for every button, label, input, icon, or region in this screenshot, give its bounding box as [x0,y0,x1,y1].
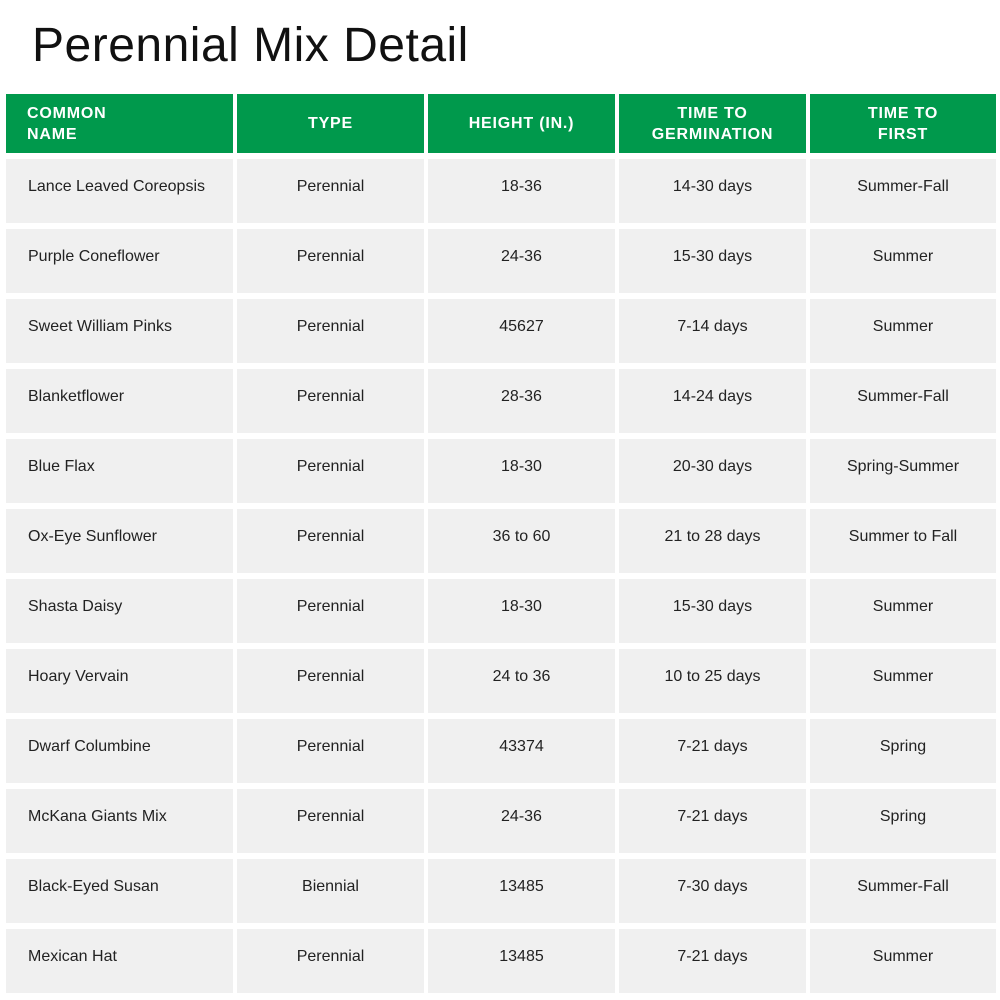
cell-text: Lance Leaved Coreopsis [28,178,206,195]
table-cell-germination [619,439,806,503]
table-cell-first-bloom [810,509,996,573]
cell-text: Summer-Fall [857,178,949,195]
cell-text: Perennial [296,458,365,475]
cell-text: Perennial [296,318,365,335]
cell-text: Blue Flax [28,458,95,475]
table-cell-germination [619,579,806,643]
table-cell-type [237,859,424,923]
cell-text: Shasta Daisy [28,598,123,615]
cell-text: 7-14 days [677,318,748,335]
table-cell-height [428,719,615,783]
table-cell-common-name [6,859,233,923]
cell-text: Summer-Fall [857,388,949,405]
table-cell-germination [619,929,806,993]
table-cell-type [237,509,424,573]
cell-text: Sweet William Pinks [28,318,173,335]
table-cell-height [428,299,615,363]
cell-text: 7-21 days [677,948,748,965]
cell-text: Perennial [296,388,365,405]
table-cell-type [237,649,424,713]
cell-text: Dwarf Columbine [28,738,151,755]
cell-text: Perennial [296,808,365,825]
table-cell-height [428,439,615,503]
cell-text: Perennial [296,248,365,265]
header-common-name: COMMON NAME [6,94,233,153]
cell-text: Perennial [296,528,365,545]
table-cell-type [237,929,424,993]
table-cell-first-bloom [810,789,996,853]
table-cell-height [428,509,615,573]
cell-text: Summer-Fall [857,878,949,895]
header-height: HEIGHT (IN.) [428,94,615,153]
table-cell-first-bloom [810,299,996,363]
table-cell-germination [619,649,806,713]
table-cell-height [428,859,615,923]
table-cell-height [428,159,615,223]
cell-text: Ox-Eye Sunflower [28,528,157,545]
table-cell-type [237,719,424,783]
cell-text: Summer [872,598,934,615]
table-cell-type [237,229,424,293]
table-cell-type [237,159,424,223]
cell-text: 18-30 [501,598,542,615]
cell-text: 18-30 [501,458,542,475]
cell-text: 15-30 days [672,598,753,615]
header-type: TYPE [237,94,424,153]
table-cell-common-name [6,719,233,783]
cell-text: Biennial [302,878,359,895]
cell-text: 20-30 days [672,458,753,475]
table-cell-first-bloom [810,929,996,993]
table-cell-common-name [6,369,233,433]
cell-text: 14-24 days [672,388,753,405]
table-cell-height [428,929,615,993]
table-cell-germination [619,509,806,573]
cell-text: 7-21 days [677,808,748,825]
table-cell-first-bloom [810,369,996,433]
table-cell-first-bloom [810,719,996,783]
table-cell-height [428,369,615,433]
table-cell-common-name [6,159,233,223]
cell-text: Spring [879,808,927,825]
table-cell-germination [619,719,806,783]
cell-text: 13485 [499,948,544,965]
cell-text: Perennial [296,668,365,685]
cell-text: 36 to 60 [492,528,551,545]
cell-text: Blanketflower [28,388,125,405]
table-cell-first-bloom [810,159,996,223]
table-cell-first-bloom [810,649,996,713]
cell-text: 24 to 36 [492,668,551,685]
cell-text: McKana Giants Mix [28,808,167,825]
table-cell-common-name [6,929,233,993]
cell-text: 28-36 [501,388,542,405]
cell-text: 13485 [499,878,544,895]
table-cell-germination [619,369,806,433]
cell-text: Summer [872,248,934,265]
cell-text: 7-21 days [677,738,748,755]
table-cell-first-bloom [810,229,996,293]
table-cell-common-name [6,439,233,503]
cell-text: Summer [872,948,934,965]
table-cell-common-name [6,509,233,573]
table-cell-type [237,439,424,503]
cell-text: Black-Eyed Susan [28,878,159,895]
table-cell-germination [619,159,806,223]
cell-text: Summer [872,318,934,335]
cell-text: 24-36 [501,808,542,825]
header-first-bloom: TIME TO FIRST [810,94,996,153]
table-cell-germination [619,789,806,853]
table-cell-type [237,579,424,643]
table-cell-first-bloom [810,439,996,503]
cell-text: Summer to Fall [848,528,958,545]
table-cell-germination [619,229,806,293]
table-cell-common-name [6,229,233,293]
cell-text: Spring [879,738,927,755]
cell-text: 15-30 days [672,248,753,265]
cell-text: Perennial [296,948,365,965]
table-cell-first-bloom [810,859,996,923]
cell-text: 43374 [499,738,544,755]
table-cell-height [428,579,615,643]
table-cell-type [237,299,424,363]
header-germination: TIME TO GERMINATION [619,94,806,153]
table-cell-common-name [6,579,233,643]
table-cell-height [428,229,615,293]
table-cell-common-name [6,299,233,363]
table-cell-height [428,789,615,853]
cell-text: 24-36 [501,248,542,265]
cell-text: 10 to 25 days [664,668,761,685]
cell-text: 7-30 days [677,878,748,895]
table-cell-germination [619,299,806,363]
cell-text: 45627 [499,318,544,335]
table-cell-height [428,649,615,713]
cell-text: 18-36 [501,178,542,195]
cell-text: Spring-Summer [846,458,960,475]
page-title: Perennial Mix Detail [32,19,469,72]
table-cell-first-bloom [810,579,996,643]
table-cell-common-name [6,649,233,713]
perennial-table [6,94,995,993]
cell-text: Perennial [296,178,365,195]
cell-text: 14-30 days [672,178,753,195]
cell-text: Perennial [296,598,365,615]
table-cell-type [237,789,424,853]
cell-text: Summer [872,668,934,685]
cell-text: Purple Coneflower [28,248,160,265]
cell-text: Hoary Vervain [28,668,129,685]
cell-text: 21 to 28 days [664,528,761,545]
table-cell-germination [619,859,806,923]
cell-text: Mexican Hat [28,948,117,965]
cell-text: Perennial [296,738,365,755]
table-cell-type [237,369,424,433]
table-cell-common-name [6,789,233,853]
